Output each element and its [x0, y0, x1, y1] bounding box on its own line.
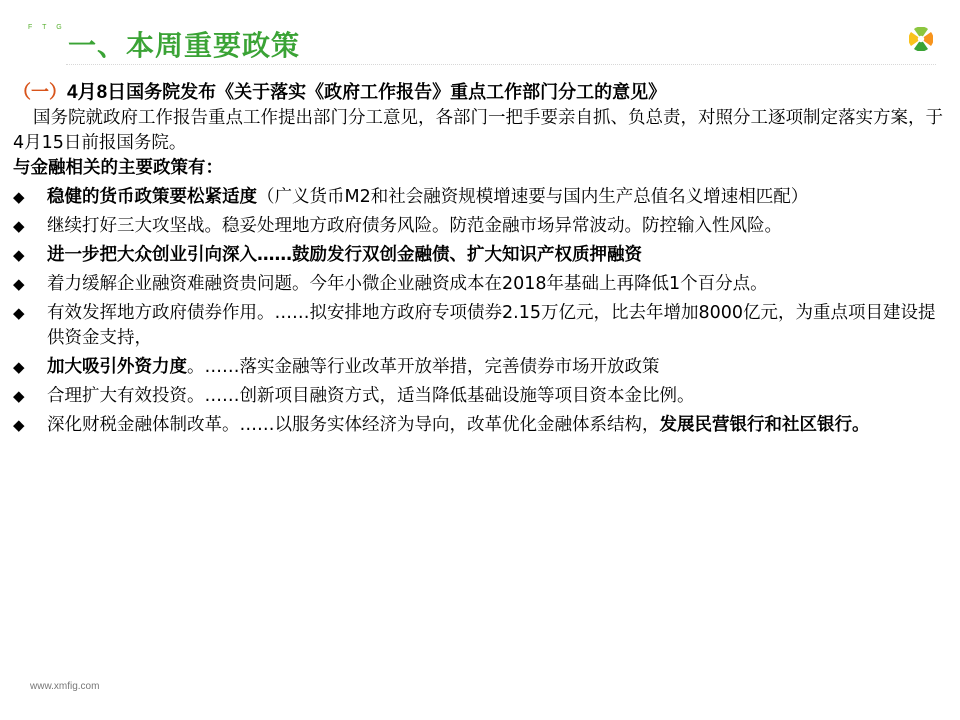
- diamond-bullet-icon: ◆: [13, 217, 25, 235]
- item-text: 着力缓解企业融资难融资贵问题。今年小微企业融资成本在2018年基础上再降低1个百分点。: [47, 274, 768, 294]
- item-text: 合理扩大有效投资。……创新项目融资方式，适当降低基础设施等项目资本金比例。: [47, 386, 695, 406]
- section-title: 国务院发布《关于落实《政府工作报告》重点工作部门分工的意见》: [126, 82, 667, 103]
- item-text: 继续打好三大攻坚战。稳妥处理地方政府债务风险。防范金融市场异常波动。防控输入性风险。: [47, 216, 782, 236]
- header-rule: [66, 64, 936, 65]
- diamond-bullet-icon: ◆: [13, 304, 25, 322]
- section-date: 4月8日: [67, 82, 127, 103]
- brand-small-text: F T G: [28, 24, 66, 31]
- item-text: 。……落实金融等行业改革开放举措，完善债券市场开放政策: [187, 357, 660, 377]
- diamond-bullet-icon: ◆: [13, 387, 25, 405]
- page-title: 一、本周重要政策: [68, 29, 301, 62]
- diamond-bullet-icon: ◆: [13, 416, 25, 434]
- diamond-bullet-icon: ◆: [13, 358, 25, 376]
- policies-heading: 与金融相关的主要政策有：: [13, 158, 223, 178]
- diamond-bullet-icon: ◆: [13, 246, 25, 264]
- item-text: 深化财税金融体制改革。……以服务实体经济为导向，改革优化金融体系结构，: [47, 415, 660, 435]
- list-item: [13, 214, 948, 239]
- item-bold-tail: 发展民营银行和社区银行。: [659, 415, 870, 435]
- list-item: [13, 384, 948, 409]
- main-content: [13, 80, 948, 438]
- list-item: [13, 185, 948, 210]
- list-item: [13, 355, 948, 380]
- list-item: [13, 272, 948, 297]
- item-bold-text: 进一步把大众创业引向深入……鼓励发行双创金融债、扩大知识产权质押融资: [47, 245, 642, 265]
- list-item: [13, 243, 948, 268]
- list-item: [13, 301, 948, 351]
- item-bold-text: 稳健的货币政策要松紧适度: [47, 187, 257, 207]
- item-text: （广义货币M2和社会融资规模增速要与国内生产总值名义增速相匹配）: [257, 187, 809, 207]
- section-number: （一）: [13, 82, 67, 103]
- diamond-bullet-icon: ◆: [13, 188, 25, 206]
- footer-url: www.xmfig.com: [30, 681, 100, 692]
- diamond-bullet-icon: ◆: [13, 275, 25, 293]
- xmfig-logo-icon: [909, 27, 933, 51]
- section-heading: [13, 80, 948, 105]
- item-text: 有效发挥地方政府债券作用。……拟安排地方政府专项债券2.15万亿元，比去年增加8000亿元，为重点项目建设提供资金支持，: [47, 303, 936, 348]
- intro-paragraph: 国务院就政府工作报告重点工作提出部门分工意见，各部门一把手要亲自抓、负总责，对照分工逐项制定落实方案，于4月15日前报国务院。: [13, 108, 943, 153]
- list-item: [13, 413, 948, 438]
- policy-list: [13, 185, 948, 438]
- item-bold-text: 加大吸引外资力度: [47, 357, 187, 377]
